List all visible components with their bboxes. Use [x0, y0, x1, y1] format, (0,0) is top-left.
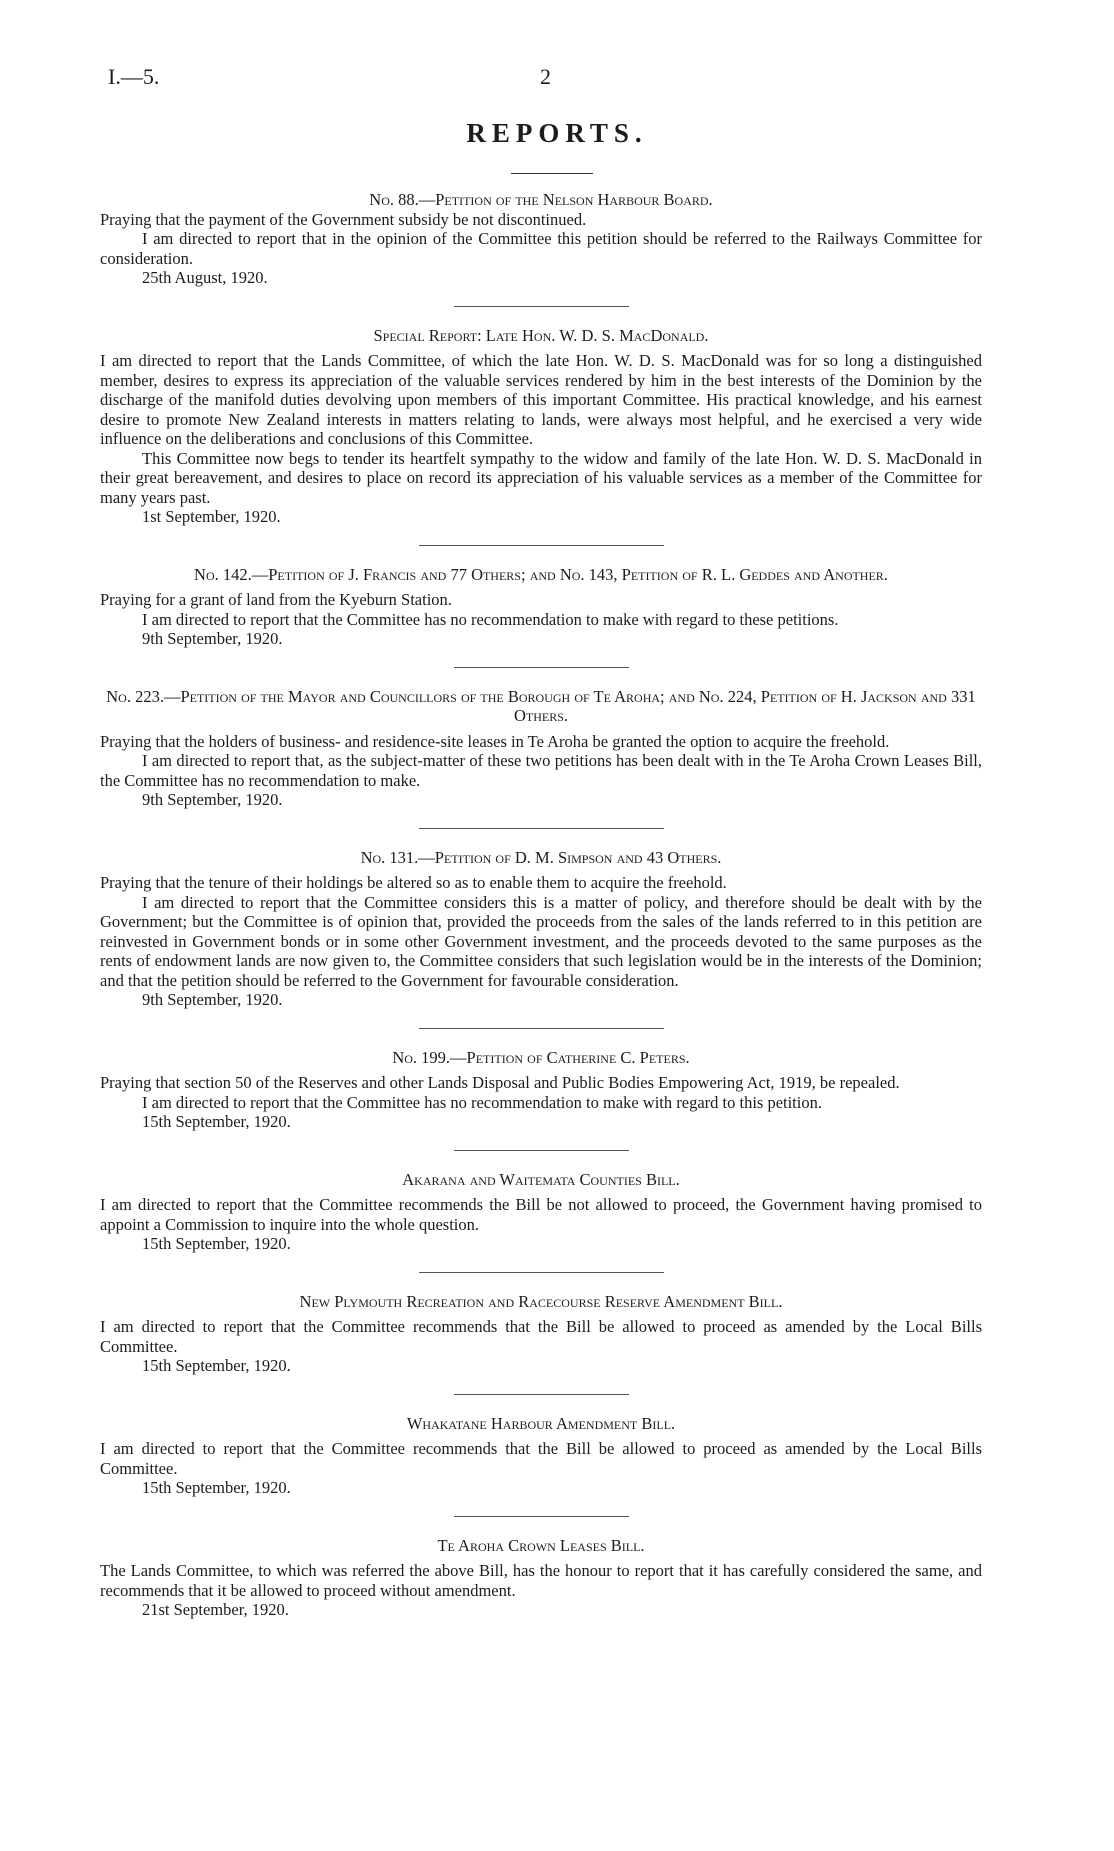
- report-date: 9th September, 1920.: [142, 790, 283, 809]
- report-paragraph: I am directed to report that the Lands Committee, of which the late Hon. W. D. S. MacDonald was for so long a distinguished member, desires to express its appreciation of the valuable services rendered by him in the best interests of the Dominion by the discharge of the manifold duties devolving upon members of this important Committee. His practical knowledge, and his earnest desire to promote New Zealand interests in matters relating to lands, were always most helpful, and he exercised a very wide influence on the deliberations and conclusions of this Committee.: [100, 351, 982, 448]
- report-date: 15th September, 1920.: [142, 1356, 291, 1375]
- report-paragraph: The Lands Committee, to which was referred the above Bill, has the honour to report that it has carefully considered the same, and recommends that it be allowed to proceed without amendment.: [100, 1561, 982, 1600]
- section-heading: No. 88.—Petition of the Nelson Harbour Board.: [369, 190, 713, 209]
- report-paragraph: I am directed to report that the Committee recommends that the Bill be allowed to proceed as amended by the Local Bills Committee.: [100, 1439, 982, 1478]
- report-section: [100, 848, 982, 1010]
- report-date: 15th September, 1920.: [142, 1112, 291, 1131]
- report-paragraph: I am directed to report that the Committee has no recommendation to make with regard to this petition.: [142, 1092, 822, 1112]
- report-section: [100, 326, 982, 527]
- section-heading: No. 223.—Petition of the Mayor and Councillors of the Borough of Te Aroha; and No. 224, Petition of H. Jackson and 331 Others.: [106, 686, 976, 725]
- section-divider: [454, 306, 629, 307]
- report-section: [100, 1414, 982, 1498]
- title-rule: [511, 173, 593, 174]
- report-paragraph: This Committee now begs to tender its heartfelt sympathy to the widow and family of the late Hon. W. D. S. MacDonald in their great bereavement, and desires to place on record its appreciation of his valuable services as a member of the Committee for many years past.: [100, 448, 982, 507]
- report-paragraph: I am directed to report that the Committee considers this is a matter of policy, and therefore should be dealt with by the Government; but the Committee is of opinion that, provided the proceeds from the sales of the lands referred to in this petition are reinvested in Government bonds or in some other Government investment, and the proceeds devoted to the same purposes as the rents of endowment lands are now given to, the Committee considers that such legislation would be in the interests of the Dominion; and that the petition should be referred to the Government for favourable consideration.: [100, 892, 982, 990]
- page-title: REPORTS.: [466, 118, 648, 148]
- praying-clause: Praying for a grant of land from the Kyeburn Station.: [100, 590, 452, 609]
- report-section: [100, 687, 982, 810]
- section-divider: [454, 1150, 629, 1151]
- section-divider: [419, 1028, 664, 1029]
- section-heading: New Plymouth Recreation and Racecourse Reserve Amendment Bill.: [299, 1291, 783, 1311]
- section-divider: [419, 545, 664, 546]
- section-divider: [454, 667, 629, 668]
- section-heading: No. 131.—Petition of D. M. Simpson and 43 Others.: [360, 847, 722, 867]
- section-divider: [454, 1516, 629, 1517]
- report-date: 1st September, 1920.: [142, 507, 281, 526]
- report-paragraph: I am directed to report that the Committee has no recommendation to make with regard to these petitions.: [142, 609, 839, 629]
- section-divider: [454, 1394, 629, 1395]
- report-section: [100, 1292, 982, 1376]
- report-section: [100, 565, 982, 649]
- praying-clause: Praying that the payment of the Government subsidy be not discontinued.: [100, 209, 587, 229]
- report-section: [100, 1170, 982, 1254]
- praying-clause: Praying that section 50 of the Reserves and other Lands Disposal and Public Bodies Empowering Act, 1919, be repealed.: [100, 1073, 900, 1092]
- section-heading: No. 142.—Petition of J. Francis and 77 Others; and No. 143, Petition of R. L. Geddes and Another.: [194, 564, 888, 584]
- report-section: [100, 1536, 982, 1620]
- report-date: 21st September, 1920.: [142, 1600, 289, 1619]
- report-paragraph: I am directed to report that, as the subject-matter of these two petitions has been dealt with in the Te Aroha Crown Leases Bill, the Committee has no recommendation to make.: [100, 751, 982, 790]
- praying-clause: Praying that the holders of business- and residence-site leases in Te Aroha be granted the option to acquire the freehold.: [100, 731, 890, 751]
- report-paragraph: I am directed to report that the Committee recommends the Bill be not allowed to proceed, the Government having promised to appoint a Commission to inquire into the whole question.: [100, 1195, 982, 1234]
- report-section: [100, 1048, 982, 1132]
- report-date: 15th September, 1920.: [142, 1478, 291, 1497]
- report-date: 15th September, 1920.: [142, 1234, 291, 1253]
- report-date: 9th September, 1920.: [142, 990, 283, 1009]
- document-reference: I.—5.: [108, 64, 160, 89]
- section-heading: Akarana and Waitemata Counties Bill.: [402, 1169, 680, 1189]
- section-heading: Special Report: Late Hon. W. D. S. MacDonald.: [373, 325, 709, 345]
- section-divider: [419, 828, 664, 829]
- report-section: [100, 190, 982, 288]
- report-paragraph: I am directed to report that the Committee recommends that the Bill be allowed to proceed as amended by the Local Bills Committee.: [100, 1317, 982, 1356]
- section-heading: Whakatane Harbour Amendment Bill.: [406, 1413, 676, 1433]
- section-heading: Te Aroha Crown Leases Bill.: [437, 1535, 645, 1555]
- report-date: 25th August, 1920.: [142, 268, 268, 287]
- praying-clause: Praying that the tenure of their holdings be altered so as to enable them to acquire the freehold.: [100, 873, 727, 892]
- report-date: 9th September, 1920.: [142, 629, 283, 648]
- page-number: 2: [540, 64, 551, 89]
- reports-body: [100, 190, 982, 1620]
- report-paragraph: I am directed to report that in the opinion of the Committee this petition should be referred to the Railways Committee for consideration.: [100, 229, 982, 268]
- section-heading: No. 199.—Petition of Catherine C. Peters.: [392, 1047, 690, 1067]
- section-divider: [419, 1272, 664, 1273]
